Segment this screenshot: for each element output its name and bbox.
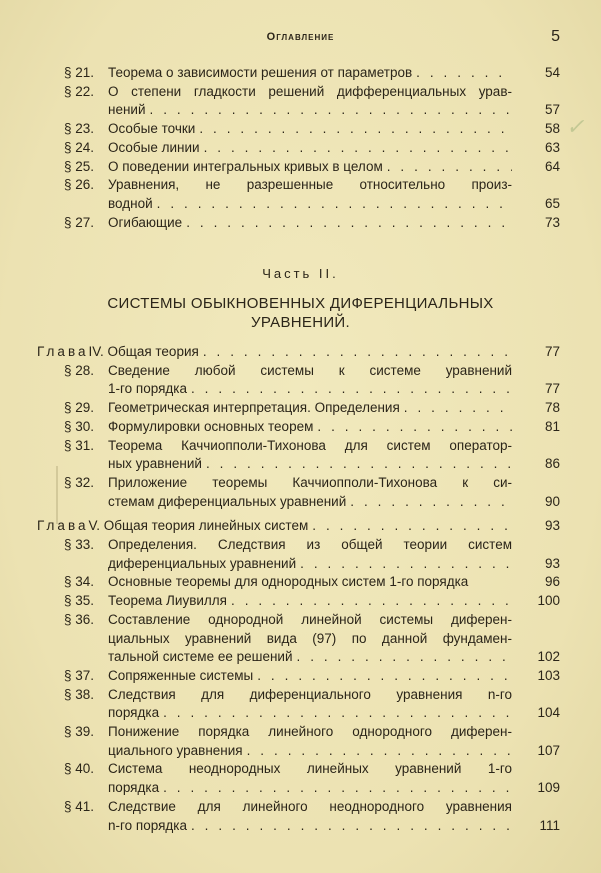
dot-leader: [346, 493, 512, 512]
page-ref: 77: [544, 344, 560, 359]
entry-title: [108, 64, 512, 83]
section-number: § 35.: [64, 593, 95, 609]
title-line-last: [108, 667, 512, 686]
title-line-last: [108, 779, 512, 798]
page-ref: 107: [537, 742, 560, 758]
dot-leader: [308, 517, 512, 536]
part-title-line-1: СИСТЕМЫ ОБЫКНОВЕННЫХ ДИФЕРЕНЦИАЛЬНЫХ: [107, 295, 494, 312]
entry-title: [108, 474, 512, 511]
entry-title: [108, 573, 512, 592]
title-line-last: [108, 704, 512, 723]
toc-part-1: [0, 64, 601, 232]
section-number: § 41.: [64, 798, 95, 814]
entry-title: [108, 214, 512, 233]
section-number: § 27.: [64, 214, 95, 230]
title-text: Формулировки основных теорем: [108, 418, 314, 434]
title-text: Теорема Лиувилля: [108, 593, 227, 609]
dot-leader: [159, 779, 512, 798]
title-line-last: [108, 139, 512, 158]
page-ref: 65: [544, 195, 560, 211]
toc-chapter-row[interactable]: [0, 517, 601, 536]
toc-entry[interactable]: [0, 536, 601, 573]
part-label: Часть II.: [262, 266, 339, 281]
dot-leader: [153, 195, 512, 214]
section-number: § 26.: [64, 177, 95, 193]
title-text: Особые линии: [108, 139, 200, 155]
dot-leader: [146, 101, 512, 120]
entry-title: [108, 158, 512, 177]
toc-part-2: [0, 343, 601, 835]
page-ref: 96: [544, 574, 560, 590]
dot-leader: [296, 555, 512, 574]
title-line-last: [108, 101, 512, 120]
title-line-last: [108, 648, 512, 667]
section-number: § 40.: [64, 761, 95, 777]
section-number: § 30.: [64, 418, 95, 434]
toc-entry[interactable]: [0, 667, 601, 686]
toc-entry[interactable]: [0, 399, 601, 418]
entry-title: [108, 536, 512, 573]
title-line: Уравнения, не разрешенные относительно произ-: [108, 177, 512, 193]
page-number: 5: [551, 28, 560, 45]
toc-entry[interactable]: [0, 760, 601, 797]
title-text: 1-го порядка: [108, 381, 187, 397]
title-line-last: [108, 493, 512, 512]
section-number: § 25.: [64, 158, 95, 174]
title-text: нений: [108, 102, 146, 118]
entry-title: [108, 760, 512, 797]
page-ref: 109: [537, 780, 560, 796]
title-line-last: [108, 158, 512, 177]
entry-title: [108, 798, 512, 835]
section-number: § 39.: [64, 724, 95, 740]
title-text: Сопряженные системы: [108, 667, 254, 683]
title-line-last: [108, 380, 512, 399]
title-text: Основные теоремы для однородных систем 1-го порядка: [108, 574, 469, 590]
page-ref: 78: [544, 400, 560, 416]
section-number: § 37.: [64, 667, 95, 683]
title-text: водной: [108, 195, 153, 211]
title-line-last: [108, 573, 512, 592]
title-text: Теорема о зависимости решения от параметров: [108, 65, 413, 80]
page-ref: 102: [537, 649, 560, 665]
page-ref: 93: [544, 518, 560, 534]
title-line-last: [37, 343, 512, 362]
title-line-last: [108, 455, 512, 474]
toc-entry[interactable]: [0, 474, 601, 511]
title-line-last: [108, 418, 512, 437]
dot-leader: [202, 455, 512, 474]
title-text: порядка: [108, 780, 160, 796]
section-number: § 22.: [64, 83, 95, 99]
page-ref: 111: [539, 817, 560, 833]
section-number: § 29.: [64, 400, 95, 416]
entry-title: [108, 686, 512, 723]
entry-title: [108, 437, 512, 474]
title-text: циального уравнения: [108, 742, 243, 758]
chapter-title: V. Общая теория линейных систем: [88, 518, 309, 534]
title-line-last: [108, 399, 512, 418]
toc-entry[interactable]: [0, 611, 601, 667]
toc-entry[interactable]: [0, 176, 601, 213]
dot-leader: [293, 648, 513, 667]
title-text: диференциальных уравнений: [108, 555, 297, 571]
page-ref: 63: [544, 139, 560, 155]
entry-title: [108, 120, 512, 139]
dot-leader: [159, 704, 512, 723]
toc-chapter-row[interactable]: [0, 343, 601, 362]
section-number: § 31.: [64, 437, 95, 453]
title-line-last: [108, 195, 512, 214]
chapter-prefix: Глава: [37, 518, 89, 534]
entry-title: [108, 418, 512, 437]
title-line: Следствия для диференциального уравнения n-го: [108, 686, 512, 702]
running-title: Оглавление: [266, 31, 335, 43]
dot-leader: [182, 214, 512, 233]
dot-leader: [227, 592, 512, 611]
entry-title: [37, 517, 512, 536]
toc-entry[interactable]: [0, 573, 601, 592]
section-number: § 24.: [64, 139, 95, 155]
dot-leader: [253, 667, 512, 686]
title-text: Геометрическая интерпретация. Определения: [108, 400, 400, 416]
title-line-last: [37, 517, 512, 536]
page-ref: 93: [544, 555, 560, 571]
title-text: порядка: [108, 705, 160, 721]
entry-title: [108, 83, 512, 120]
title-line: Сведение любой системы к системе уравнений: [108, 362, 512, 378]
toc-entry[interactable]: [0, 723, 601, 760]
section-number: § 38.: [64, 686, 95, 702]
toc-entry[interactable]: [0, 798, 601, 835]
title-line: Составление однородной линейной системы диферен-: [108, 611, 512, 627]
title-text: Особые точки: [108, 121, 196, 137]
title-line: Следствие для линейного неоднородного уравнения: [108, 798, 512, 814]
title-line: циальных уравнений вида (97) по данной фундамен-: [108, 630, 512, 646]
toc-entry[interactable]: [0, 64, 601, 83]
title-line: Понижение порядка линейного однородного диферен-: [108, 724, 512, 740]
title-line: Приложение теоремы Каччиопполи-Тихонова к си-: [108, 474, 512, 490]
dot-leader: [187, 817, 512, 836]
section-number: § 33.: [64, 537, 95, 553]
page-ref: 58: [544, 121, 560, 137]
title-line-last: [108, 64, 512, 83]
toc-entry[interactable]: [0, 120, 601, 139]
title-line: Определения. Следствия из общей теории систем: [108, 537, 512, 553]
page-ref: 64: [544, 158, 560, 174]
title-line: Теорема Каччиопполи-Тихонова для систем оператор-: [108, 437, 512, 453]
page-ref: 100: [537, 593, 560, 609]
chapter-title: IV. Общая теория: [88, 344, 199, 359]
page-ref: 77: [544, 381, 560, 397]
section-number: § 23.: [64, 121, 95, 137]
dot-leader: [313, 418, 512, 437]
entry-title: [108, 723, 512, 760]
part-title: [0, 295, 601, 332]
entry-title: [108, 139, 512, 158]
toc-entry[interactable]: [0, 362, 601, 399]
entry-title: [37, 343, 512, 362]
page-ref: 104: [537, 705, 560, 721]
entry-title: [108, 399, 512, 418]
title-line-last: [108, 742, 512, 761]
section-number: § 32.: [64, 474, 95, 490]
entry-title: [108, 592, 512, 611]
toc-entry[interactable]: [0, 437, 601, 474]
section-number: § 36.: [64, 611, 95, 627]
toc-entry[interactable]: [0, 686, 601, 723]
page-ref: 86: [544, 456, 560, 472]
dot-leader: [195, 120, 512, 139]
title-text: ных уравнений: [108, 456, 202, 472]
title-text: О поведении интегральных кривых в целом: [108, 158, 383, 174]
entry-title: [108, 611, 512, 667]
title-line-last: [108, 120, 512, 139]
entry-title: [108, 176, 512, 213]
toc-entry[interactable]: [0, 83, 601, 120]
toc-entry[interactable]: [0, 592, 601, 611]
title-text: стемам диференциальных уравнений: [108, 493, 347, 509]
checkmark-icon: ✓: [566, 114, 585, 139]
dot-leader: [400, 399, 512, 418]
dot-leader: [412, 64, 512, 83]
toc-entry[interactable]: [0, 418, 601, 437]
title-line-last: [108, 214, 512, 233]
dot-leader: [383, 158, 512, 177]
dot-leader: [187, 380, 512, 399]
page-ref: 57: [544, 102, 560, 118]
section-number: § 34.: [64, 574, 95, 590]
entry-title: [108, 667, 512, 686]
toc-entry[interactable]: [0, 214, 601, 233]
section-number: § 28.: [64, 362, 95, 378]
toc-entry[interactable]: [0, 139, 601, 158]
page-ref: 90: [544, 493, 560, 509]
entry-title: [108, 362, 512, 399]
dot-leader: [199, 343, 512, 362]
title-text: тальной системе ее решений: [108, 649, 293, 665]
page-ref: 73: [544, 214, 560, 230]
dot-leader: [243, 742, 512, 761]
dot-leader: [200, 139, 512, 158]
chapter-prefix: Глава: [37, 344, 89, 359]
title-line: Система неоднородных линейных уравнений 1-го: [108, 761, 512, 777]
title-line-last: [108, 817, 512, 836]
title-text: Огибающие: [108, 214, 183, 230]
page-ref: 81: [544, 418, 560, 434]
page-ref: 103: [537, 667, 560, 683]
toc-entry[interactable]: [0, 158, 601, 177]
title-line: О степени гладкости решений дифференциальных урав-: [108, 83, 512, 99]
title-line-last: [108, 555, 512, 574]
title-text: n-го порядка: [108, 817, 187, 833]
section-number: § 21.: [64, 65, 95, 80]
page-ref: 54: [544, 65, 560, 80]
title-line-last: [108, 592, 512, 611]
part-title-line-2: УРАВНЕНИЙ.: [251, 313, 350, 331]
